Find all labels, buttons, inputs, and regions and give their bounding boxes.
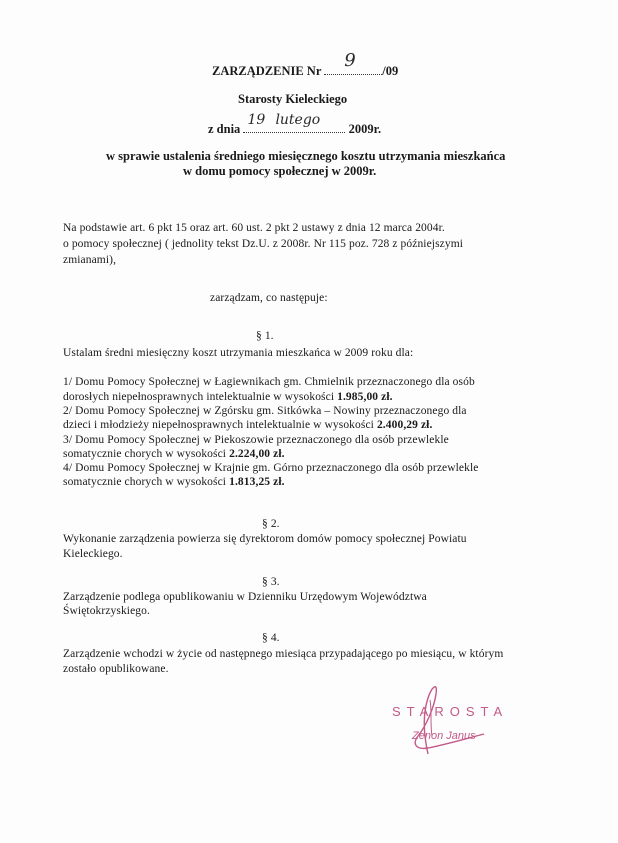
section-2-mark: § 2. xyxy=(262,518,280,530)
section-3-mark: § 3. xyxy=(262,576,280,588)
section-4-line-2: zostało opublikowane. xyxy=(63,663,169,675)
item-3-text: somatycznie chorych w wysokości xyxy=(63,448,227,460)
item-4-text: somatycznie chorych w wysokości xyxy=(63,476,227,488)
stamp-name: Zenon Janus xyxy=(412,730,476,742)
basis-line-3: zmianami), xyxy=(63,254,117,266)
handwritten-number: 9 xyxy=(344,50,356,71)
item-2-amount: 2.400,29 zł. xyxy=(376,419,433,431)
item-3-line-1: 3/ Domu Pomocy Społecznej w Piekoszowie przeznaczonego dla osób przewlekle xyxy=(63,434,449,446)
item-1-text: dorosłych niepełnosprawnych intelektualnie w wysokości xyxy=(63,391,335,403)
item-1-line-2 xyxy=(63,391,393,403)
stamp-title: STAROSTA xyxy=(392,704,509,719)
section-3-line-1: Zarządzenie podlega opublikowaniu w Dzienniku Urzędowym Województwa xyxy=(63,591,427,603)
section-2-line-2: Kieleckiego. xyxy=(63,548,123,560)
item-4-amount: 1.813,25 zł. xyxy=(229,476,285,488)
handwritten-month: lutego xyxy=(275,112,321,128)
date-field xyxy=(243,112,345,133)
number-field xyxy=(324,50,382,75)
subject-line-2: w domu pomocy społecznej w 2009r. xyxy=(183,164,377,178)
basis-line-1: Na podstawie art. 6 pkt 15 oraz art. 60 ust. 2 pkt 2 ustawy z dnia 12 marca 2004r. xyxy=(63,222,445,234)
item-4-line-2 xyxy=(63,476,285,488)
section-1-mark: § 1. xyxy=(256,330,274,342)
date-prefix: z dnia xyxy=(208,122,241,136)
item-2-line-1: 2/ Domu Pomocy Społecznej w Zgórsku gm. Sitkówka – Nowiny przeznaczonego dla xyxy=(63,405,467,417)
item-2-text: dzieci i młodzieży niepełnosprawnych intelektualnie w wysokości xyxy=(63,419,374,431)
date-line xyxy=(208,112,382,137)
basis-line-2: o pomocy społecznej ( jednolity tekst Dz.U. z 2008r. Nr 115 poz. 728 z późniejszymi xyxy=(63,238,464,250)
item-1-amount: 1.985,00 zł. xyxy=(337,391,393,403)
title-prefix: ZARZĄDZENIE Nr xyxy=(212,64,322,78)
section-2-line-1: Wykonanie zarządzenia powierza się dyrektorom domów pomocy społecznej Powiatu xyxy=(63,533,467,545)
date-year: 2009r. xyxy=(348,122,382,136)
order-intro: zarządzam, co następuje: xyxy=(210,292,328,304)
handwritten-signature xyxy=(388,676,498,766)
item-3-line-2 xyxy=(63,448,285,460)
year-suffix: /09 xyxy=(382,64,399,78)
item-1-line-1: 1/ Domu Pomocy Społecznej w Łagiewnikach gm. Chmielnik przeznaczonego dla osób xyxy=(63,376,475,388)
section-3-line-2: Świętokrzyskiego. xyxy=(63,605,150,617)
issuer-line: Starosty Kieleckiego xyxy=(238,92,348,106)
subject-line-1: w sprawie ustalenia średniego miesięcznego kosztu utrzymania mieszkańca xyxy=(106,149,506,163)
section-4-line-1: Zarządzenie wchodzi w życie od następnego miesiąca przypadającego po miesiącu, w którym xyxy=(63,648,504,660)
item-3-amount: 2.224,00 zł. xyxy=(229,448,285,460)
document-title xyxy=(212,50,399,79)
item-4-line-1: 4/ Domu Pomocy Społecznej w Krajnie gm. Górno przeznaczonego dla osób przewlekle xyxy=(63,462,479,474)
section-1-intro: Ustalam średni miesięczny koszt utrzymania mieszkańca w 2009 roku dla: xyxy=(63,347,414,359)
handwritten-day: 19 xyxy=(247,112,266,128)
item-2-line-2 xyxy=(63,419,432,431)
section-4-mark: § 4. xyxy=(262,632,280,644)
